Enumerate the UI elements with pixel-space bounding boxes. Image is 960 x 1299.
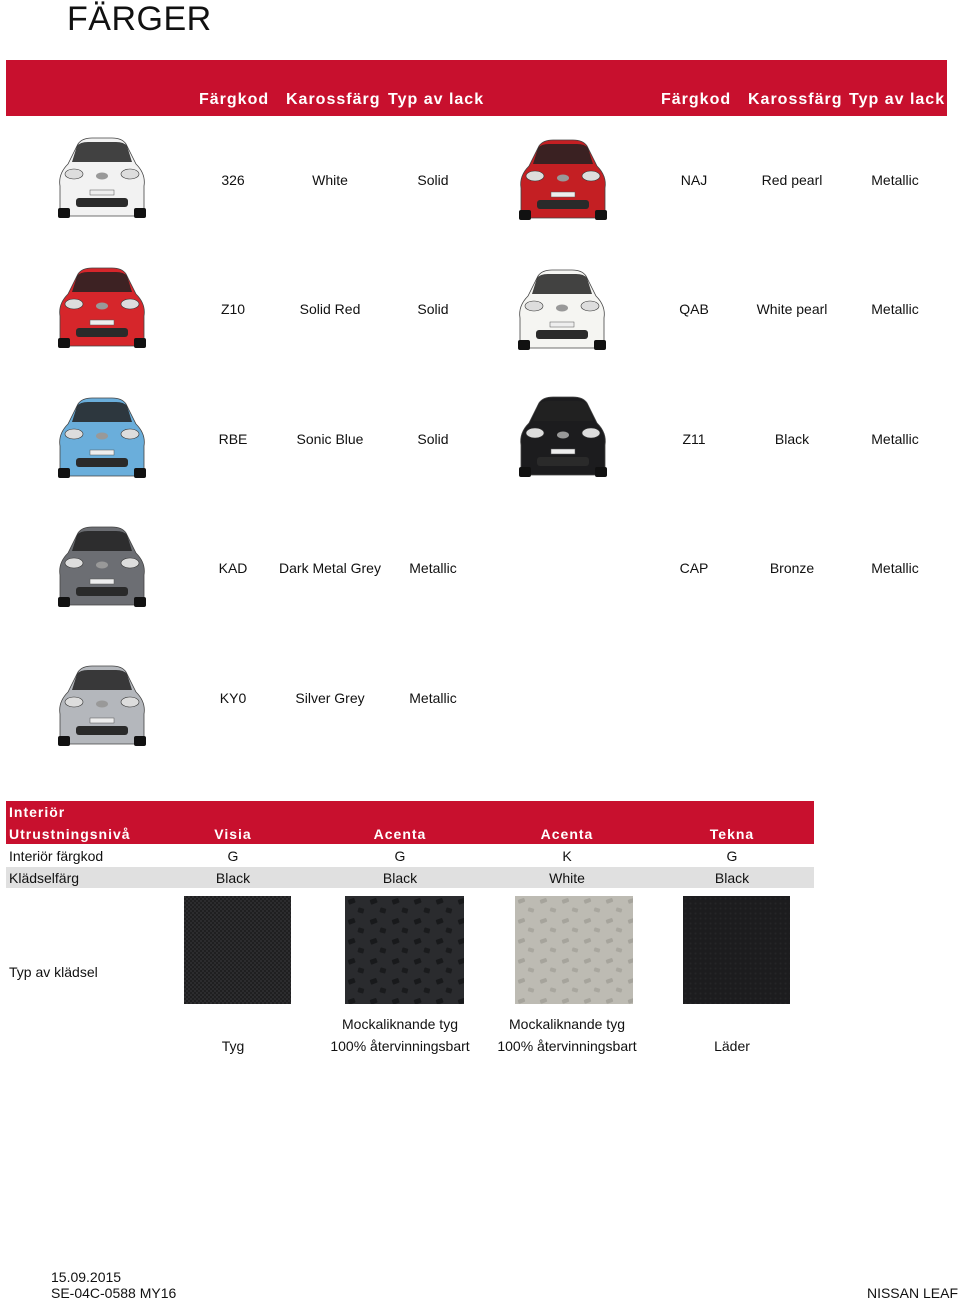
header-body-color: Karossfärg bbox=[286, 91, 381, 108]
footer-doc-id: SE-04C-0588 MY16 bbox=[51, 1285, 177, 1299]
body-color: Black bbox=[774, 431, 810, 447]
paint-type: Metallic bbox=[409, 560, 457, 576]
trim-level: Visia bbox=[214, 826, 252, 842]
paint-type: Solid bbox=[417, 172, 449, 188]
fabric-swatch-suede-black bbox=[345, 896, 464, 1004]
car-image-red-pearl bbox=[513, 136, 613, 224]
upholstery-color-label: Klädselfärg bbox=[9, 870, 80, 886]
page-title: FÄRGER bbox=[67, 0, 212, 38]
color-code: KY0 bbox=[219, 690, 247, 706]
material-line2: 100% återvinningsbart bbox=[330, 1038, 470, 1054]
interior-code: G bbox=[726, 848, 738, 864]
color-code: NAJ bbox=[680, 172, 708, 188]
material-line2: Tyg bbox=[221, 1038, 245, 1054]
car-image-sonic-blue bbox=[52, 394, 152, 482]
interior-code: G bbox=[227, 848, 239, 864]
upholstery-color: White bbox=[549, 870, 585, 886]
header-body-color: Karossfärg bbox=[748, 91, 843, 108]
header-paint-type: Typ av lack bbox=[849, 91, 946, 108]
car-image-silver-grey bbox=[52, 662, 152, 750]
trim-level-label: Utrustningsnivå bbox=[9, 826, 131, 842]
body-color: Sonic Blue bbox=[296, 431, 364, 447]
car-image-solid-red bbox=[52, 264, 152, 352]
material-line1: Mockaliknande tyg bbox=[342, 1016, 458, 1032]
body-color: White pearl bbox=[756, 301, 828, 317]
color-code: KAD bbox=[218, 560, 248, 576]
body-color: Bronze bbox=[769, 560, 815, 576]
interior-code: G bbox=[394, 848, 406, 864]
color-code: 326 bbox=[221, 172, 245, 188]
header-paint-type: Typ av lack bbox=[388, 91, 485, 108]
fabric-swatch-leather bbox=[683, 896, 790, 1004]
interior-title: Interiör bbox=[9, 804, 66, 820]
body-color: Red pearl bbox=[761, 172, 823, 188]
interior-code-label: Interiör färgkod bbox=[9, 848, 104, 864]
paint-type: Metallic bbox=[871, 301, 919, 317]
material-line1: Mockaliknande tyg bbox=[509, 1016, 625, 1032]
upholstery-color: Black bbox=[215, 870, 251, 886]
color-code: CAP bbox=[679, 560, 709, 576]
body-color: White bbox=[312, 172, 348, 188]
fabric-swatch-cloth bbox=[184, 896, 291, 1004]
fabric-swatch-suede-white bbox=[515, 896, 633, 1004]
trim-level: Acenta bbox=[540, 826, 594, 842]
header-color-code: Färgkod bbox=[661, 91, 732, 108]
color-code: RBE bbox=[218, 431, 248, 447]
car-image-black bbox=[513, 393, 613, 481]
body-color: Solid Red bbox=[299, 301, 361, 317]
upholstery-type-label: Typ av klädsel bbox=[9, 964, 98, 980]
material-line2: Läder bbox=[714, 1038, 750, 1054]
paint-type: Metallic bbox=[871, 431, 919, 447]
paint-type: Solid bbox=[417, 431, 449, 447]
color-code: Z11 bbox=[682, 431, 706, 447]
upholstery-color: Black bbox=[382, 870, 418, 886]
car-image-white-pearl bbox=[512, 266, 612, 354]
color-code: QAB bbox=[679, 301, 709, 317]
car-image-white bbox=[52, 134, 152, 222]
paint-type: Solid bbox=[417, 301, 449, 317]
footer-date: 15.09.2015 bbox=[51, 1269, 122, 1285]
interior-code: K bbox=[562, 848, 572, 864]
paint-type: Metallic bbox=[871, 172, 919, 188]
trim-level: Tekna bbox=[709, 826, 755, 842]
material-line2: 100% återvinningsbart bbox=[497, 1038, 637, 1054]
paint-type: Metallic bbox=[871, 560, 919, 576]
footer-brand: NISSAN LEAF bbox=[866, 1285, 958, 1299]
color-code: Z10 bbox=[220, 301, 246, 317]
car-image-dark-metal-grey bbox=[52, 523, 152, 611]
header-color-code: Färgkod bbox=[199, 91, 270, 108]
body-color: Dark Metal Grey bbox=[279, 560, 381, 576]
paint-type: Metallic bbox=[409, 690, 457, 706]
trim-level: Acenta bbox=[373, 826, 427, 842]
body-color: Silver Grey bbox=[295, 690, 365, 706]
upholstery-color: Black bbox=[714, 870, 750, 886]
